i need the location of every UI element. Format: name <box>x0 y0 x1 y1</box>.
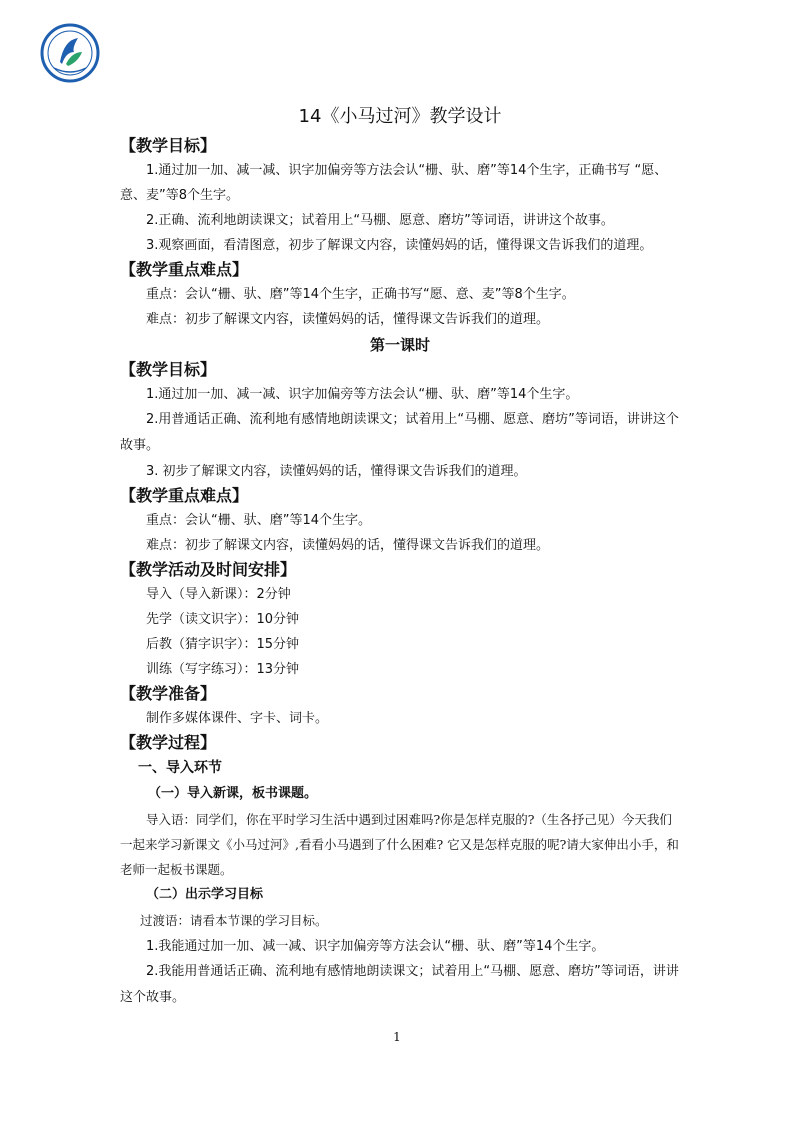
learning-goal-item: 2.我能用普通话正确、流利地有感情地朗读课文；试着用上“马棚、愿意、磨坊”等词语，讲讲这个故事。 <box>120 964 679 1005</box>
intro-speech-text: 导入语：同学们，你在平时学习生活中遇到过困难吗?你是怎样克服的?（生各抒己见）今天我们一起来学习新课文《小马过河》,看看小马遇到了什么困难? 它又是怎样克服的呢?请大家伸出小手，和老师一起板书课题。 <box>120 812 679 877</box>
document-body <box>120 104 680 1011</box>
learning-goal-item: 1.我能通过加一加、减一减、识字加偏旁等方法会认“栅、驮、磨”等14个生字。 <box>146 939 605 954</box>
section-heading-schedule: 【教学活动及时间安排】 <box>120 560 297 579</box>
section-heading-preparation: 【教学准备】 <box>120 684 217 703</box>
section-heading-lesson-goals: 【教学目标】 <box>120 360 217 379</box>
lesson-heading: 第一课时 <box>369 336 430 354</box>
document-title: 14《小马过河》教学设计 <box>298 106 502 127</box>
schedule-item: 先学（读文识字）：10分钟 <box>146 612 300 627</box>
goal-item: 3.观察画面，看清图意，初步了解课文内容，读懂妈妈的话，懂得课文告诉我们的道理。 <box>146 238 653 253</box>
schedule-item: 后教（猜字识字）：15分钟 <box>146 637 300 652</box>
schedule-item: 训练（写字练习）：13分钟 <box>146 662 300 677</box>
goal-item: 1.通过加一加、减一减、识字加偏旁等方法会认“栅、驮、磨”等14个生字，正确书写 “愿、意、麦”等8个生字。 <box>120 163 668 203</box>
section-heading-process: 【教学过程】 <box>120 733 217 752</box>
lesson-goal-item: 1.通过加一加、减一减、识字加偏旁等方法会认“栅、驮、磨”等14个生字。 <box>146 387 579 402</box>
section-heading-key-points: 【教学重点难点】 <box>120 260 249 279</box>
process-substep-heading: （一）导入新课，板书课题。 <box>148 786 318 801</box>
process-step-heading: 一、导入环节 <box>138 760 222 776</box>
lesson-goal-item: 2.用普通话正确、流利地有感情地朗读课文；试着用上“马棚、愿意、磨坊”等词语，讲讲这个故事。 <box>120 412 679 453</box>
lesson-goal-item: 3. 初步了解课文内容，读懂妈妈的话，懂得课文告诉我们的道理。 <box>146 464 527 479</box>
transition-speech-text: 过渡语：请看本节课的学习目标。 <box>140 913 328 928</box>
schedule-item: 导入（导入新课）：2分钟 <box>146 587 291 602</box>
school-emblem-icon <box>40 22 100 84</box>
goal-item: 2.正确、流利地朗读课文；试着用上“马棚、愿意、磨坊”等词语，讲讲这个故事。 <box>146 213 614 228</box>
key-point-item: 重点：会认“栅、驮、磨”等14个生字，正确书写“愿、意、麦”等8个生字。 <box>146 287 575 302</box>
lesson-key-point-item: 难点：初步了解课文内容，读懂妈妈的话，懂得课文告诉我们的道理。 <box>146 538 550 553</box>
lesson-key-point-item: 重点：会认“栅、驮、磨”等14个生字。 <box>146 513 372 528</box>
preparation-text: 制作多媒体课件、字卡、词卡。 <box>146 711 329 726</box>
page-number: 1 <box>393 1030 401 1044</box>
key-point-item: 难点：初步了解课文内容，读懂妈妈的话，懂得课文告诉我们的道理。 <box>146 312 550 327</box>
section-heading-lesson-key-points: 【教学重点难点】 <box>120 486 249 505</box>
section-heading-goals: 【教学目标】 <box>120 136 217 155</box>
process-substep-heading: （二）出示学习目标 <box>146 887 264 902</box>
